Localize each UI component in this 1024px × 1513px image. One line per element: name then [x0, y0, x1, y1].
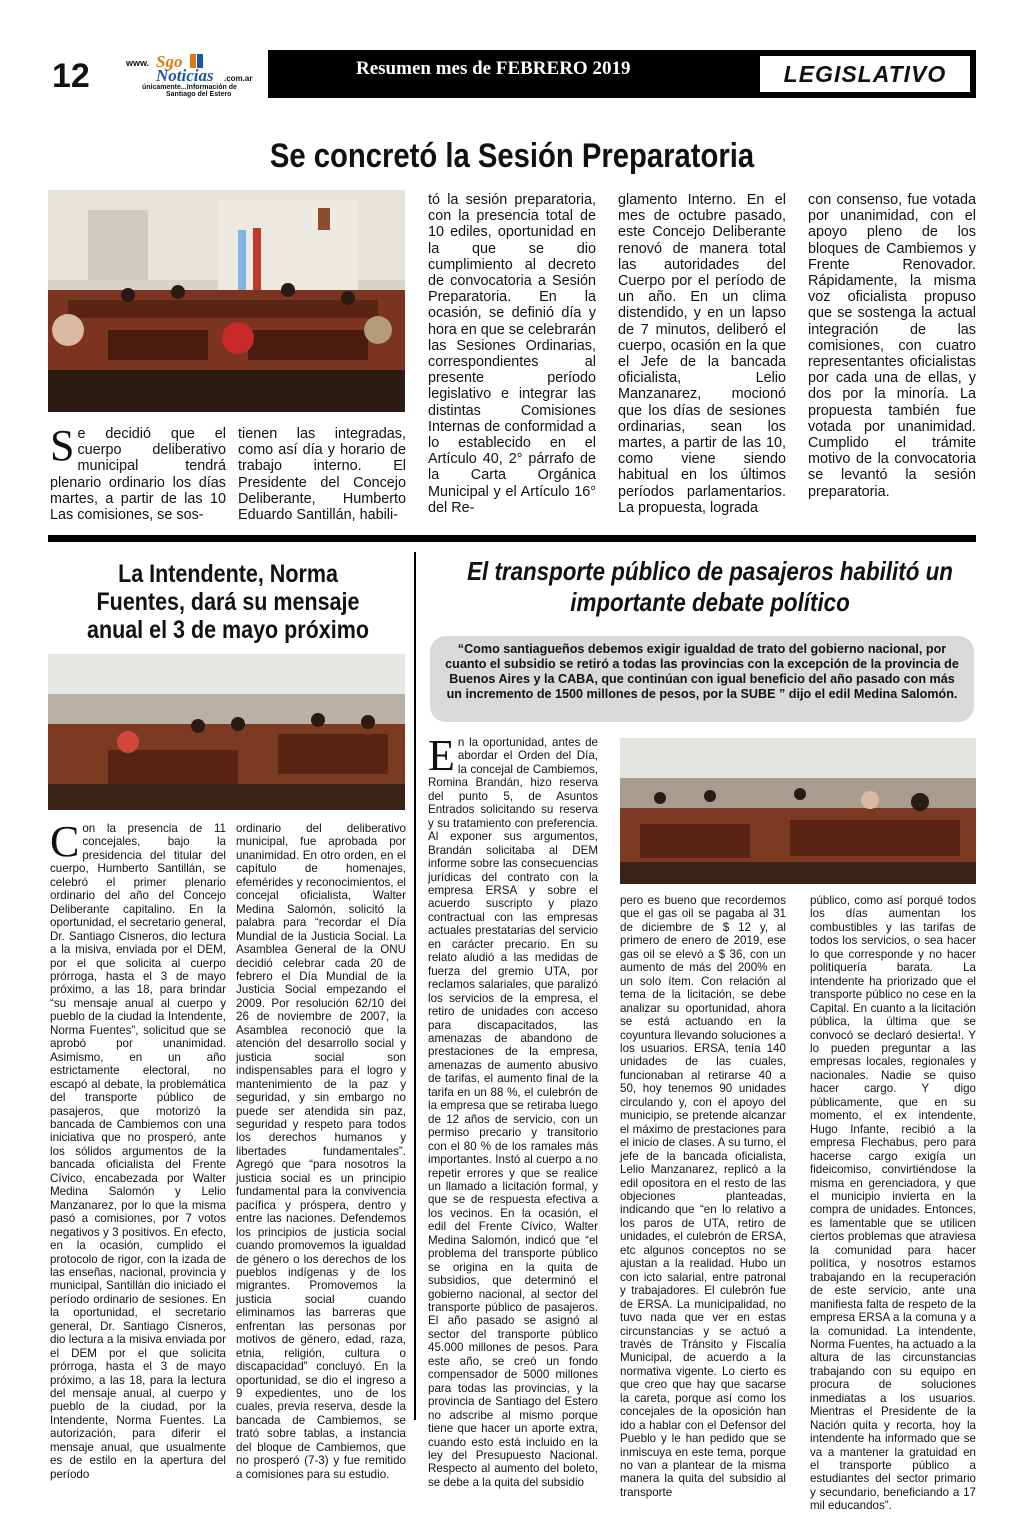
article-2-text: on la presencia de 11 concejales, bajo la presidencia del titular del cuerpo, Humberto Santillán, se celebró el primer plenario ordinario del año del Concejo Deliberante capitalino. En la oportunidad, el secretario general, Dr. Santiago Cisneros, dio lectura a la misiva, enviada por el DEM, por el que solicita al cuerpo prórroga, hasta el 3 de mayo próximo, a las 18, para brindar “su mensaje anual al cuerpo y pueblo de la ciudad la Intendente, Norma Fuentes”, solicitud que se aprobó por unanimidad. Asimismo, en un año estrictamente electoral, no escapó al debate, la problemática del transporte público de pasajeros, que motorizó la bancada de Cambiemos con una iniciativa que no prosperó, ante los sólidos argumentos de la bancada oficialista del Frente Cívico, encabezada por Walter Medina Salomón y Lelio Manzanarez, por lo que la misma pasó a comisiones, por 7 votos negativos y 3 positivos. En efecto, en la ocasión, cumplido el protocolo de rigor, con la izada de las enseñas, nacional, provincia y municipal, Santillán dio iniciado el período ordinario de sesiones. En la oportunidad, el secretario general, Dr. Santiago Cisneros, dio lectura a la misiva enviada por el DEM por el que solicita prórroga, hasta el 3 de mayo próximo, a las 18, para la lectura del mensaje anual, al cuerpo y pueblo de la ciudad, por la Intendente, Norma Fuentes. La autorización, para diferir el mensaje anual, que usualmente es de estilo en la apertura del período [50, 822, 226, 1481]
site-logo[interactable] [126, 52, 266, 98]
issue-label: Resumen mes de FEBRERO 2019 [356, 58, 631, 79]
article-1-column-3 [428, 192, 596, 516]
header-bar [268, 50, 976, 98]
logo-brand-top: Sgo [156, 52, 183, 71]
article-3-column-1 [428, 731, 598, 1489]
article-2-title: La Intendente, Norma Fuentes, dará su mensaje anual el 3 de mayo próximo [87, 560, 369, 644]
dropcap: C [50, 817, 80, 866]
article-1-text: tó la sesión preparatoria, con la presencia total de 10 ediles, oportunidad en la que se dio cumplimiento al decreto de convocatoria a Sesión Preparatoria. En la ocasión, se definió día y hora en que se celebrarán las Sesiones Ordinarias, correspondientes al presente período legislativo e integrar las distintas Comisiones Internas de conformidad a lo establecido en el Artículo 40, 2° párrafo de la Carta Orgánica Municipal y el Artículo 16° del Re- [428, 192, 597, 516]
logo-domain: .com.ar [224, 74, 253, 83]
logo-brand-bottom: Noticias [156, 66, 214, 85]
dropcap: E [428, 731, 455, 780]
article-1-column-1 [50, 421, 226, 524]
article-1-title: Se concretó la Sesión Preparatoria [269, 137, 755, 175]
dropcap: S [50, 421, 75, 470]
section-label: LEGISLATIVO [760, 56, 970, 92]
article-3-column-3 [810, 894, 976, 1513]
page-number: 12 [52, 57, 90, 95]
pull-quote-text: “Como santiagueños debemos exigir igualdad de trato del gobierno nacional, por cuanto el subsidio se retiró a todas las provincias con la excepción de la provincia de Buenos Aires y la CABA, que continúan con igual beneficio del año pasado con más un incremento de 1500 millones de pesos, por la SUBE ” dijo el edil Medina Salomón. [445, 642, 959, 701]
article-3-column-2 [620, 894, 786, 1499]
logo-tagline: Santiago del Estero [166, 91, 232, 98]
article-3-text: público, como así porqué todos los días aumentan los combustibles y las tarifas de todos los servicios, o sea hacer lo que corresponde y no hacer politiquería barata. La intendente ha priorizado que el transporte público no cese en la Capital. En cuanto a la licitación pública, la última que se convocó se declaró desierta!. Y lo pueden preguntar a las empresas locales, regionales y nacionales. Nadie se quiso hacer cargo. Y digo públicamente, que en su momento, el ex intendente, Hugo Infante, recibió a la empresa Flechabus, pero para hacerse cargo exigía un fideicomiso, convirtiéndose la misma en gerenciadora, y que el municipio invierta en la compra de unidades. Entonces, es lamentable que se utilicen ciertos problemas que atraviesa la comunidad para hacer política, y nosotros estamos trabajando en la recuperación de este servicio, ante una manifiesta falta de respeto de la empresa ERSA a la comuna y a la comunidad. La intendente, Norma Fuentes, ha actuado a la altura de las circunstancias trabajando con su equipo en procura de soluciones inmediatas a los usuarios. Mientras el Presidente de la Nación quita y recorta, hoy la intendente ha informado que se va a mantener la gratuidad en el transporte público a estudiantes del sector primario y secundario, beneficiando a 17 mil educandos”. [810, 894, 976, 1513]
article-1-column-5 [808, 192, 976, 500]
article-3-text: pero es bueno que recordemos que el gas oil se pagaba al 31 de diciembre de $ 12 y, al primero de enero de 2019, ese gas oil se elevó a $ 36, con un aumento de más del 200% en un solo ítem. Con relación al tema de la licitación, se debe analizar su oportunidad, ahora se está actuando en la coyuntura llevando soluciones a los usuarios. ERSA, tenía 140 unidades de las cuales, funcionaban al retirarse 40 a 50, hoy tenemos 90 unidades circulando y, con el apoyo del municipio, se pretende alcanzar el máximo de prestaciones para el inicio de clases. A su turno, el jefe de la bancada oficialista, Lelio Manzanarez, replicó a la edil opositora en el resto de las objeciones planteadas, indicando que “en lo relativo a los paros de UTA, retiro de unidades, el culebrón de ERSA, etc algunos conceptos no se ajustan a la realidad. Hubo un con icto salarial, entre patronal y trabajadores. El culebrón fue de ERSA. La municipalidad, no tuvo nada que ver en estas circunstancias y se actuó a través de Tránsito y Fiscalía Municipal, de acuerdo a la normativa vigente. Lo cierto es que creo que hay que sacarse la careta, porque así como los concejales de la oposición han ido a hablar con el Defensor del Pueblo y le han pedido que se inmiscuya en este tema, porque no van a plantear de la misma manera la quita del subsidio al transporte [620, 894, 786, 1499]
article-2-column-2 [236, 822, 406, 1481]
article-3-title: El transporte público de pasajeros habilitó un importante debate político [467, 556, 953, 617]
council-session-photo [48, 190, 405, 412]
article-1-text: tienen las integradas, como así día y horario de trabajo interno. El Presidente del Concejo Deliberante, Humberto Eduardo Santillán, habili- [238, 426, 406, 524]
article-3-text: n la oportunidad, antes de abordar el Orden del Día, la concejal de Cambiemos, Romina Brandán, hizo reserva del punto 5, de Asuntos Entrados solicitando su reserva y su tratamiento con preferencia. Al exponer sus argumentos, Brandán solicitaba al DEM informe sobre las consecuencias jurídicas del contrato con la empresa ERSA y sobre el acuerdo suscripto y plazo contractual con las empresas actuales prestatarias del servicio en carácter precario. En su relato aludió a las medidas de fuerza del gremio UTA, por reclamos salariales, que paralizó los servicios de la empresa, el retiro de unidades con acceso para discapacitados, las amenazas de abandono de prestaciones de la empresa, amenazas de aumento abusivo de tarifas, el aumento final de la tarifa en un 88 %, el culebrón de la empresa que se retiraba luego de 12 años de servicio, con un permiso precario y transitorio con el 80 % de los ramales más importantes. Instó al cuerpo a no repetir errores y que se realice un llamado a licitación formal, y que se de respuesta efectiva a los vecinos. En la ocasión, el edil del Frente Cívico, Walter Medina Salomón, indicó que “el problema del transporte público se origina en la quita de subsidios, que determinó el gobierno nacional, al sector del transporte público de pasajeros. El año pasado se asignó al sector del transporte público 45.000 millones de pesos. Para este año, se creó un fondo compensador de 5000 millones para todas las provincias, y la provincia de Santiago del Estero no adscribe al mismo porque tiene que hacer un aporte extra, cuando esto está incluido en la ley del Presupuesto Nacional. Respecto al aumento del boleto, se debe a la quita del subsidio [428, 736, 598, 1489]
article-1-text: glamento Interno. En el mes de octubre pasado, este Concejo Deliberante renovó de manera total las autoridades del Cuerpo por el período de un año. En un clima distendido, y en un lapso de 7 minutos, deliberó el cuerpo, ocasión en la que el Jefe de la bancada oficialista, Lelio Manzanarez, mocionó que los días de sesiones ordinarias, sean los martes, a partir de las 10, como viene siendo habitual en los últimos períodos parlamentarios. La propuesta, lograda [618, 192, 786, 516]
council-chamber-photo [48, 654, 405, 810]
article-2-text: ordinario del deliberativo municipal, fue aprobada por unanimidad. En otro orden, en el capítulo de homenajes, efemérides y reconocimientos, el concejal oficialista, Walter Medina Salomón, solicitó la palabra para “recordar el Día Mundial de la Justicia Social. La Asamblea General de la ONU decidió celebrar cada 20 de febrero el Día Mundial de la Justicia Social empezando el 2009. Por resolución 62/10 del 26 de noviembre de 2007, la Asamblea reconoció que la atención del desarrollo social y justicia social son indispensables para el logro y mantenimiento de la paz y seguridad, y sin embargo no puede ser atendida sin paz, seguridad y respeto para todos los derechos humanos y libertades fundamentales”. Agregó que “para nosotros la justicia social es un principio fundamental para la convivencia pacífica y próspera, dentro y entre las naciones. Defendemos los principios de justicia social cuando promovemos la igualdad de género o los derechos de los pueblos indígenas y de los migrantes. Promovemos la justicia social cuando eliminamos las barreras que enfrentan las personas por motivos de género, edad, raza, etnia, religión, cultura o discapacidad” concluyó. En la oportunidad, se dio el ingreso a 9 expedientes, uno de los cuales, previa reserva, desde la bancada de Cambiemos, se trató sobre tablas, a instancia del bloque de Cambiemos, que no prosperó (7-3) y fue remitido a comisiones para su estudio. [236, 822, 406, 1481]
column-divider [414, 552, 416, 1420]
article-1-column-2 [238, 426, 406, 523]
article-2-column-1 [50, 817, 226, 1481]
logo-www: www. [126, 58, 150, 68]
article-1-column-4 [618, 192, 786, 516]
plenary-session-photo [620, 738, 976, 884]
pull-quote [430, 636, 974, 722]
article-1-text: e decidió que el cuerpo deliberativo municipal tendrá plenario ordinario los días martes, a partir de las 10 Las comisiones, se sos- [50, 426, 226, 524]
logo-tagline: únicamente...Información de [142, 84, 237, 91]
section-divider [48, 535, 976, 542]
article-1-text: con consenso, fue votada por unanimidad, con el apoyo pleno de los bloques de Cambiemos y Frente Renovador. Rápidamente, la misma voz oficialista propuso que se sostenga la actual integración de las comisiones, con cuatro representantes oficialistas por cada una de ellas, y dos por la minoría. La propuesta también fue votada por unanimidad. Cumplido el trámite motivo de la convocatoria se levantó la sesión preparatoria. [808, 192, 976, 500]
